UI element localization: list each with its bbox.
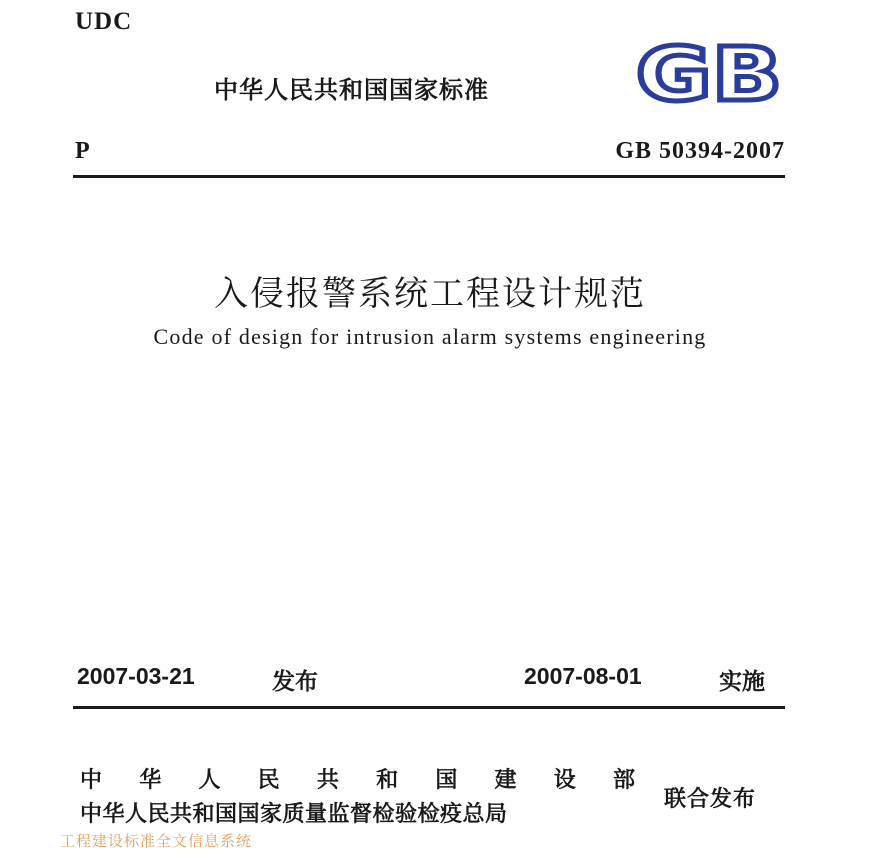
issuer-char: 人 [198,768,221,793]
issuer-char: 国 [435,768,458,793]
issuer-char: 建 [494,768,517,793]
joint-issue-label: 联合发布 [664,787,757,812]
issuer-char: 设 [553,768,576,793]
standard-type-title: 中华人民共和国国家标准 [214,76,489,104]
issuer-char: 部 [612,768,635,793]
issuer-char: 中 [80,768,103,793]
issuer-char: 共 [316,768,339,793]
udc-label: UDC [75,8,133,35]
document-title-chinese: 入侵报警系统工程设计规范 [214,274,646,314]
issuer-char: 华 [139,768,162,793]
gb-logo [633,42,785,108]
issuer-ministry-of-construction [80,763,635,794]
effective-date: 2007-08-01 [524,663,642,689]
issuer-char: 民 [257,768,280,793]
effective-label: 实施 [719,669,765,695]
publish-label: 发布 [272,669,318,695]
publish-date: 2007-03-21 [77,663,195,689]
document-title-english: Code of design for intrusion alarm systems engineering [153,324,707,349]
standard-number: GB 50394-2007 [615,138,785,164]
footer-watermark-note: 工程建设标准全文信息系统 [60,832,253,850]
gb-logo-text: GB [636,42,782,108]
issuer-char: 和 [376,768,399,793]
category-code: P [75,138,90,164]
footer-divider [73,706,785,709]
header-divider [73,175,785,178]
issuer-aqsiq: 中华人民共和国国家质量监督检验检疫总局 [80,802,508,827]
gb-logo-graphic [633,42,785,108]
